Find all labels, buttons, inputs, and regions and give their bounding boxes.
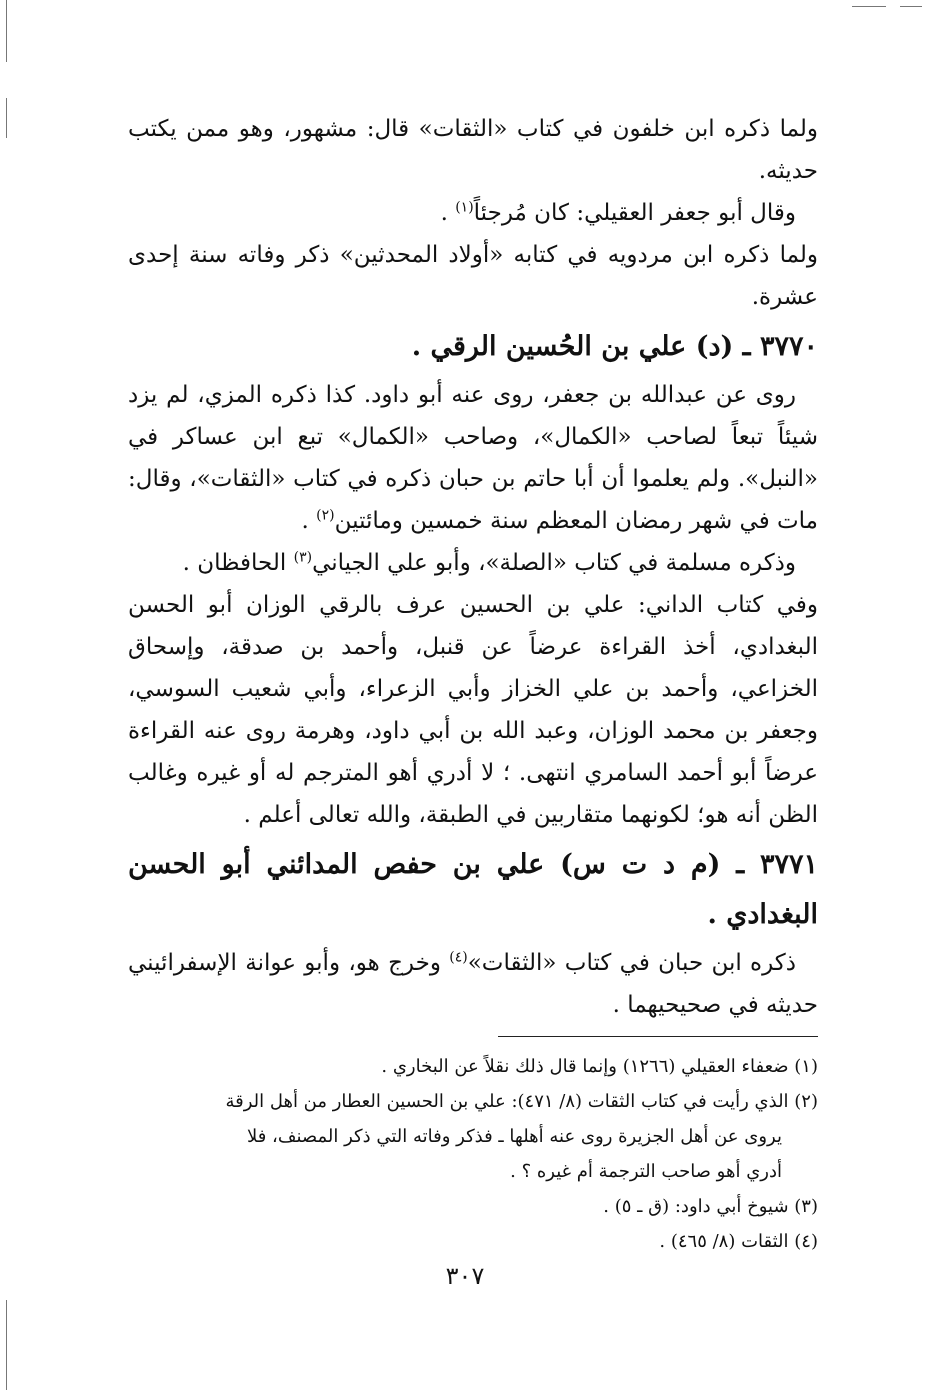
entry-3770-paragraph-3: وفي كتاب الداني: علي بن الحسين عرف بالرقي الوزان أبو الحسن البغدادي، أخذ القراءة عرضاً عن قنبل، وأحمد بن صدقة، وإسحاق الخزاعي، وأحمد بن علي الخزاز وأبي الزعراء، وأبي شعيب السوسي، وجعفر بن محمد الوزان، وعبد الله بن أبي داود، وهرمة روى عنه القراءة عرضاً أبو أحمد السامري انتهى. ؛ لا أدري أهو المترجم له أو غيره وغالب الظن أنه هو؛ لكونهما متقاربين في الطبقة، والله تعالى أعلم . xyxy=(128,592,818,828)
footnote-1: (١) ضعفاء العقيلي (١٢٦٦) وإنما قال ذلك نقلاً عن البخاري . xyxy=(381,1056,818,1077)
footnote-2-continuation-2: أدري أهو صاحب الترجمة أم غيره ؟ . xyxy=(510,1161,782,1182)
footnote-3: (٣) شيوخ أبي داود: (ق ـ ٥) . xyxy=(603,1196,818,1217)
entry-3770-paragraph-1: روى عن عبدالله بن جعفر، روى عنه أبو داود. كذا ذكره المزي، لم يزد شيئاً تبعاً لصاحب «الكمال»، وصاحب «الكمال» تبع ابن عساكر في «النبل». ولم يعلموا أن أبا حاتم بن حبان ذكره في كتاب «الثقات»، وقال: مات في شهر رمضان المعظم سنة خمسين ومائتين$^{(٢)}$ . xyxy=(128,382,818,534)
entry-3770-title: ٣٧٧٠ ـ (د) علي بن الحُسين الرقي . xyxy=(411,331,818,362)
scan-edge-mark-top-right xyxy=(852,6,886,7)
footnotes xyxy=(128,1049,818,1259)
entry-3770-paragraph-2 xyxy=(128,542,818,584)
entry-3770-paragraph-2-text-a: وذكره مسلمة في كتاب «الصلة»، وأبو علي الجياني xyxy=(312,550,796,576)
footnote-ref-2[interactable]: (٢) xyxy=(316,507,335,524)
entry-3771-paragraph-1-text-a: ذكره ابن حبان في كتاب «الثقات» xyxy=(467,950,796,976)
entry-3770-paragraph-2-text-b: الحافظان . xyxy=(182,550,294,576)
footnote-separator xyxy=(498,1036,818,1037)
footnote-ref-1[interactable]: (١) xyxy=(455,199,474,216)
footnote-ref-3[interactable]: (٣) xyxy=(293,549,313,566)
paragraph-ibn-khalfun: ولما ذكره ابن خلفون في كتاب «الثقات» قال: مشهور، وهو ممن يكتب حديثه. xyxy=(128,116,818,184)
footnote-2: (٢) الذي رأيت في كتاب الثقات (٨/ ٤٧١): علي بن الحسين العطار من أهل الرقة xyxy=(225,1091,818,1112)
scan-edge-mark-top-right-2 xyxy=(900,6,922,7)
footnote-4: (٤) الثقات (٨/ ٤٦٥) . xyxy=(659,1231,818,1252)
entry-3771-paragraph-1-text-b: وخرج هو، وأبو عوانة الإسفرائيني حديثه في صحيحيهما . xyxy=(128,950,818,1018)
paragraph-uqayli: وقال أبو جعفر العقيلي: كان مُرجئاً$^{(١)}$ . xyxy=(440,199,796,226)
paragraph-uqayli-text: وقال أبو جعفر العقيلي: كان مُرجئاً xyxy=(473,200,796,226)
scan-edge-mark-mid-left xyxy=(6,98,7,138)
scan-edge-mark-top-left xyxy=(6,0,7,62)
entry-3771-paragraph-1 xyxy=(128,942,818,1026)
entry-3771-title: ٣٧٧١ ـ (م د ت س) علي بن حفص المدائني أبو الحسن البغدادي . xyxy=(128,849,818,930)
page-number: ٣٠٧ xyxy=(445,1262,485,1290)
footnote-2-continuation: يروى عن أهل الجزيرة روى عنه أهلها ـ فذكر وفاته التي ذكر المصنف، فلا xyxy=(246,1126,782,1147)
scan-edge-mark-bottom-left xyxy=(6,1300,7,1390)
book-page xyxy=(128,108,818,1259)
paragraph-ibn-marduyah: ولما ذكره ابن مردويه في كتابه «أولاد المحدثين» ذكر وفاته سنة إحدى عشرة. xyxy=(128,242,818,310)
entry-3770-paragraph-1-text: روى عن عبدالله بن جعفر، روى عنه أبو داود. كذا ذكره المزي، لم يزد شيئاً تبعاً لصاحب «الكمال»، وصاحب «الكمال» تبع ابن عساكر في «النبل». ولم يعلموا أن أبا حاتم بن حبان ذكره في كتاب «الثقات»، وقال: مات في شهر رمضان المعظم سنة خمسين ومائتين xyxy=(128,382,818,534)
footnote-ref-4[interactable]: (٤) xyxy=(449,949,468,966)
